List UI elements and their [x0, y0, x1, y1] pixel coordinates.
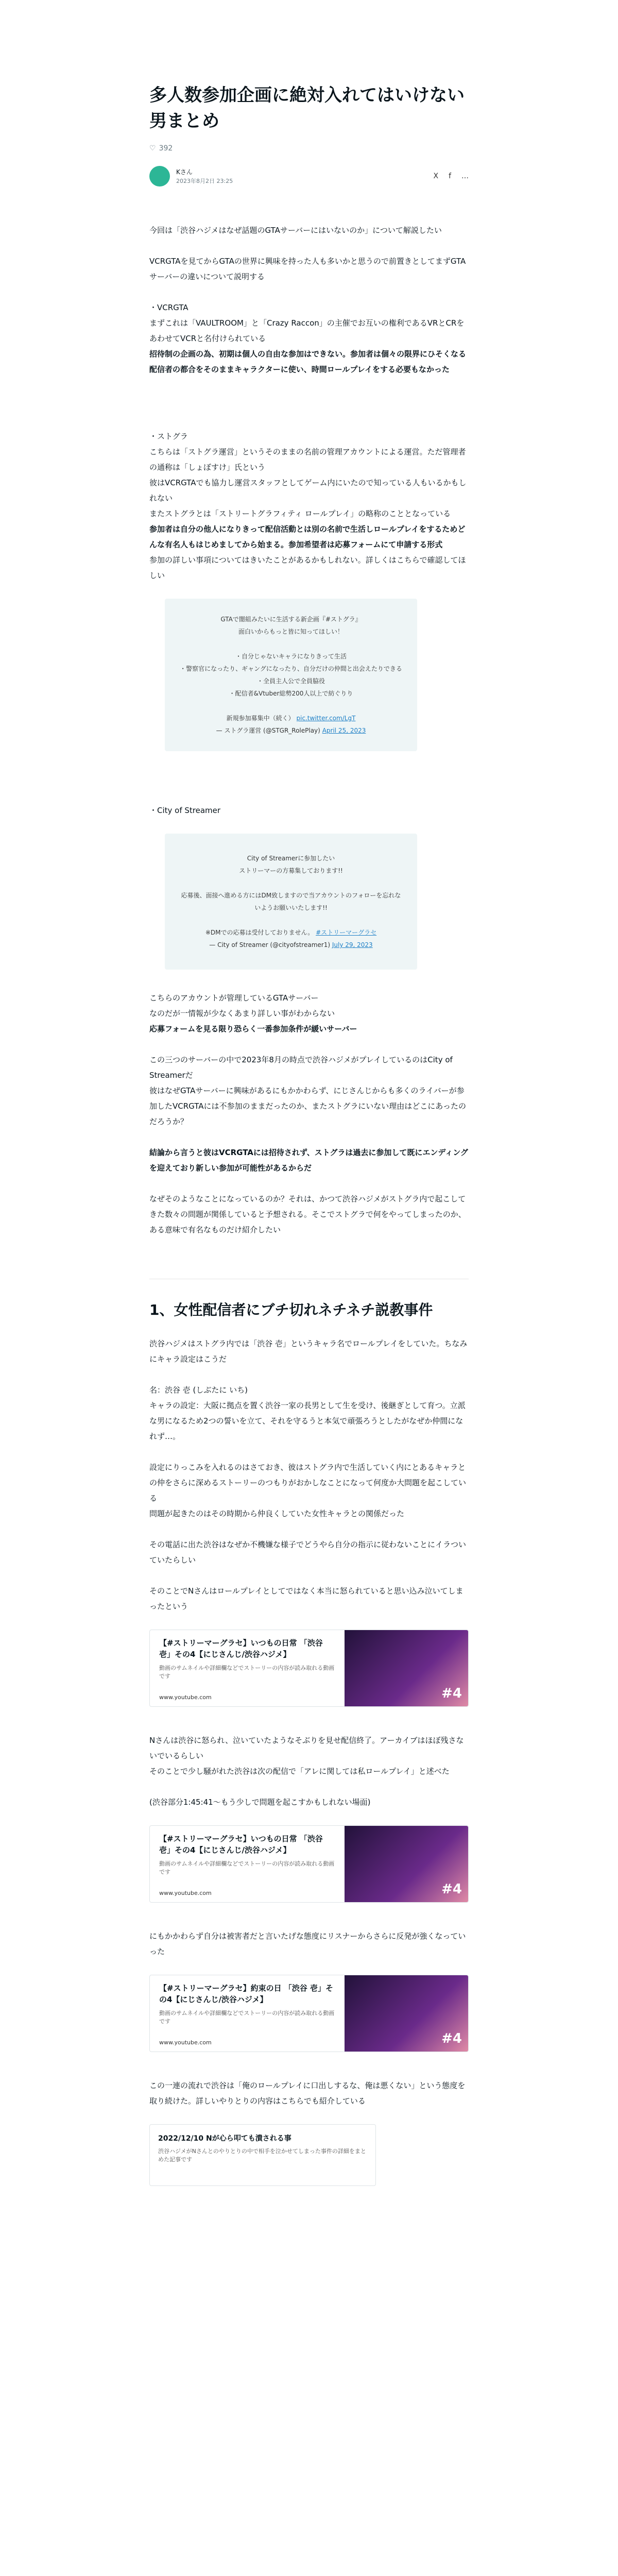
paragraph: まずこれは「VAULTROOM」と「Crazy Raccon」の主催でお互いの権利であるVRとCRをあわせてVCRと名付けられている	[149, 318, 465, 343]
tweet-line: ※DMでの応募は受付しておりません。	[205, 929, 314, 936]
card-title: 2022/12/10 Nが心ら叩ても潰される事	[158, 2134, 291, 2143]
paragraph: そのことで少し騒がれた渋谷は次の配信で「アレに関しては私ロールプレイ」と述べた	[149, 1767, 450, 1776]
tweet-line: 応募後、面接へ進める方にはDM致しますので当アカウントのフォローを忘れないようお願いいたします!!	[181, 892, 401, 911]
paragraph-bold: 招待制の企画の為、初期は個人の自由な参加はできない。参加者は個々の限界にひそくなる配信者の都合をそのままキャラクターに使い、時間ロールプレイをする必要もなかった	[149, 349, 467, 374]
paragraph: (渋谷部分1:45:41～もう少しで問題を起こすかもしれない場面)	[149, 1798, 371, 1807]
paragraph: 彼はなぜGTAサーバーに興味があるにもかかわらず、にじさんじからも多くのライバーが参加したVCRGTAには不参加のままだったのか、またストグラにいない理由はどこにあったのだろうか？	[149, 1086, 467, 1126]
card-domain: www.youtube.com	[159, 1694, 212, 1701]
author-name[interactable]: Kさん	[176, 168, 193, 176]
share-bar	[433, 172, 469, 180]
card-domain: www.youtube.com	[159, 2039, 212, 2046]
tweet-link[interactable]: #ストリーマーグラセ	[316, 929, 377, 936]
tweet-line: City of Streamerに参加したい	[247, 855, 335, 862]
paragraph: 彼はVCRGTAでも協力し運営スタッフとしてゲーム内にいたので知っている人もいるかもしれない	[149, 478, 467, 503]
tweet-signature: — ストグラ運営 (@STGR_RolePlay)	[216, 727, 320, 734]
card-description: 動画のサムネイルや詳細欄などでストーリーの内容が読み取れる動画です	[159, 1665, 335, 1680]
paragraph: ・VCRGTA	[149, 303, 188, 312]
paragraph: 今回は「渋谷ハジメはなぜ話題のGTAサーバーにはいないのか」について解説したい	[149, 226, 442, 235]
paragraph: 名：渋谷 壱 (しぶたに いち)	[149, 1385, 248, 1395]
paragraph-bold: 結論から言うと彼はVCRGTAには招待されず、ストグラは過去に参加して既にエンディングを迎えており新しい参加が可能性があるからだ	[149, 1148, 468, 1173]
like-count: 392	[159, 144, 173, 152]
card-description: 動画のサムネイルや詳細欄などでストーリーの内容が読み取れる動画です	[159, 2010, 335, 2025]
like-row[interactable]	[149, 144, 469, 152]
facebook-icon[interactable]: f	[449, 172, 451, 180]
embedded-tweet[interactable]	[165, 599, 417, 751]
card-description: 動画のサムネイルや詳細欄などでストーリーの内容が読み取れる動画です	[159, 1860, 335, 1875]
card-domain: www.youtube.com	[159, 1890, 212, 1896]
paragraph: この一連の流れで渋谷は「俺のロールプレイに口出しするな、俺は悪くない」という態度を取り続けた。詳しいやりとりの内容はこちらでも紹介している	[149, 2081, 466, 2106]
more-icon[interactable]: …	[461, 172, 469, 180]
x-icon[interactable]: X	[433, 172, 439, 180]
paragraph: Nさんは渋谷に怒られ、泣いていたようなそぶりを見せ配信終了。アーカイブはほぼ残さないでいるらしい	[149, 1736, 464, 1760]
tweet-date-link[interactable]: July 29, 2023	[332, 941, 373, 948]
heart-icon[interactable]: ♡	[149, 144, 156, 152]
paragraph: 問題が起きたのはその時期から仲良くしていた女性キャラとの関係だった	[149, 1509, 405, 1518]
post-date: 2023年8月2日 23:25	[176, 178, 233, 184]
paragraph: にもかかわらず自分は被害者だと言いたげな態度にリスナーからさらに反発が強くなっていった	[149, 1931, 466, 1956]
card-description: 渋谷ハジメがNさんとのやりとりの中で相手を泣かせてしまった事件の詳細をまとめた記事です	[158, 2148, 366, 2163]
paragraph: VCRGTAを見てからGTAの世界に興味を持った人も多いかと思うので前置きとしてまずGTAサーバーの違いについて説明する	[149, 257, 466, 281]
link-card[interactable]	[149, 1975, 469, 2052]
tweet-line: ストリーマーの方募集しております!!	[239, 867, 343, 874]
link-card[interactable]	[149, 1630, 469, 1707]
paragraph-bold: 応募フォームを見る限り恐らく一番参加条件が緩いサーバー	[149, 1024, 357, 1033]
page-title: 多人数参加企画に絶対入れてはいけない男まとめ	[149, 85, 465, 131]
paragraph: 渋谷ハジメはストグラ内では「渋谷 壱」というキャラ名でロールプレイをしていた。ちなみにキャラ設定はこうだ	[149, 1339, 468, 1364]
link-card[interactable]	[149, 1825, 469, 1903]
tweet-line: ・自分じゃないキャラになりきって生活	[235, 653, 347, 660]
tweet-signature: — City of Streamer (@cityofstreamer1)	[209, 941, 331, 948]
article	[149, 0, 469, 2186]
paragraph: なのだが一情報が少なくあまり詳しい事がわからない	[149, 1009, 335, 1018]
card-thumbnail: #4	[345, 1975, 468, 2052]
paragraph: 参加の詳しい事項についてはきいたことがあるかもしれない。詳しくはこちらで確認してほしい	[149, 555, 466, 580]
card-title: 【#ストリーマーグラセ】いつもの日常 「渋谷 壱」その4【にじさんじ/渋谷ハジメ】	[159, 1638, 323, 1659]
paragraph: キャラの設定：大阪に拠点を置く渋谷一家の長男として生を受け、後継ぎとして育つ。立派な男になるため2つの誓いを立て、それを守るうと本気で頑張ろうとしたがなぜか仲間になれず…。	[149, 1401, 466, 1441]
link-card[interactable]	[149, 2124, 376, 2186]
card-title: 【#ストリーマーグラセ】いつもの日常 「渋谷 壱」その4【にじさんじ/渋谷ハジメ】	[159, 1834, 323, 1855]
tweet-line: ・全員主人公で全員脇役	[256, 677, 325, 685]
author-row	[149, 166, 469, 187]
tweet-line: ・警察官になったり、ギャングになったり、自分だけの仲間と出会えたりできる	[180, 665, 402, 672]
paragraph: こちらのアカウントが管理しているGTAサーバー	[149, 993, 319, 1003]
tweet-date-link[interactable]: April 25, 2023	[322, 727, 366, 734]
paragraph: そのことでNさんはロールプレイとしてではなく本当に怒られていると思い込み泣いてしまったという	[149, 1586, 464, 1611]
card-thumbnail: #4	[345, 1630, 468, 1706]
tweet-line: 面白いからもっと皆に知ってほしい！	[238, 628, 344, 635]
avatar[interactable]	[149, 166, 170, 187]
paragraph: その電話に出た渋谷はなぜか不機嫌な様子でどうやら自分の指示に従わないことにイラついていたらしい	[149, 1540, 467, 1565]
tweet-line: GTAで闇組みたいに生活する新企画『#ストグラ』	[220, 616, 362, 623]
tweet-link[interactable]: pic.twitter.com/LgT	[296, 715, 356, 722]
embedded-tweet[interactable]	[165, 834, 417, 970]
paragraph: なぜそのようなことになっているのか？それは、かつて渋谷ハジメがストグラ内で起こしてきた数々の問題が関係していると予想される。そこでストグラで何をやってしまったのか、ある意味で有名なものだけ紹介したい	[149, 1194, 466, 1234]
paragraph: この三つのサーバーの中で2023年8月の時点で渋谷ハジメがプレイしているのはCity of Streamerだ	[149, 1055, 453, 1080]
paragraph: 設定にりっこみを入れるのはさておき、彼はストグラ内で生活していく内にとあるキャラとの仲をさらに深めるストーリーのつもりがおかしなことになって何度か大問題を起こしている	[149, 1463, 467, 1503]
tweet-line: 新規参加募集中（続く）	[226, 715, 295, 722]
paragraph: またストグラとは「ストリートグラフィティ ロールプレイ」の略称のこととなっている	[149, 509, 451, 518]
paragraph: ・City of Streamer	[149, 806, 221, 815]
paragraph-bold: 参加者は自分の他人になりきって配信活動とは別の名前で生活しロールプレイをするためどんな有名人もはじめましてから始まる。参加希望者は応募フォームにて申請する形式	[149, 524, 466, 549]
paragraph: ・ストグラ	[149, 432, 188, 441]
section-heading: 1、女性配信者にブチ切れネチネチ説教事件	[149, 1279, 469, 1320]
paragraph: こちらは「ストグラ運営」というそのままの名前の管理アカウントによる運営。ただ管理者の通称は「しょぼすけ」氏という	[149, 447, 466, 472]
tweet-line: ・配信者&Vtuber総勢200人以上で紡ぐりり	[229, 690, 353, 697]
card-title: 【#ストリーマーグラセ】約束の日 「渋谷 壱」その4【にじさんじ/渋谷ハジメ】	[159, 1984, 334, 2004]
card-thumbnail: #4	[345, 1826, 468, 1902]
